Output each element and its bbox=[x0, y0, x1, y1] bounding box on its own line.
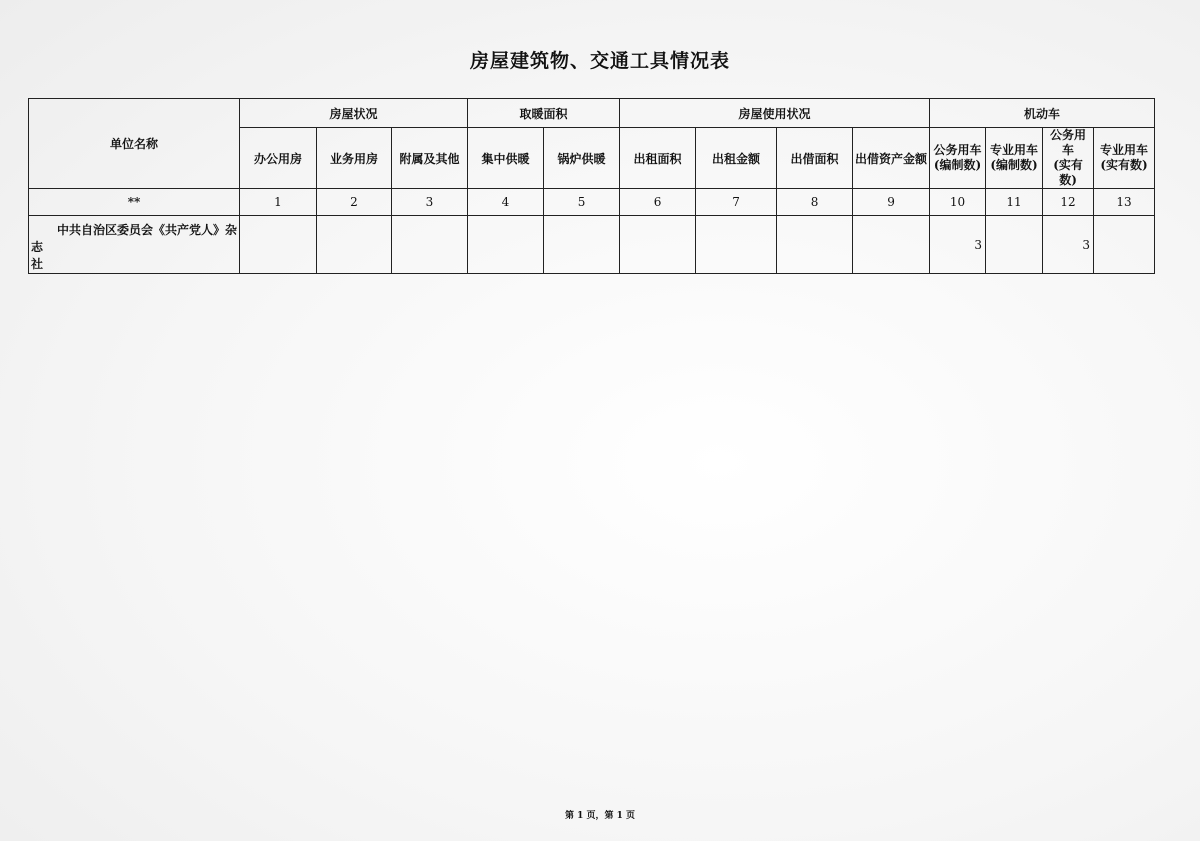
data-cell bbox=[986, 216, 1043, 274]
index-row bbox=[29, 189, 1155, 216]
index-cell: 2 bbox=[317, 189, 392, 216]
col-header-special-car-actual: 专业用车 (实有数) bbox=[1094, 128, 1155, 189]
index-cell: 13 bbox=[1094, 189, 1155, 216]
col-header-special-car-quota: 专业用车 (编制数) bbox=[986, 128, 1043, 189]
index-cell: 10 bbox=[930, 189, 986, 216]
index-cell: 9 bbox=[853, 189, 930, 216]
data-cell bbox=[696, 216, 777, 274]
group-header-heating: 取暖面积 bbox=[468, 99, 620, 128]
col-header-lending-asset-amount: 出借资产金额 bbox=[853, 128, 930, 189]
col-header-office: 办公用房 bbox=[240, 128, 317, 189]
index-cell: 7 bbox=[696, 189, 777, 216]
data-cell bbox=[1094, 216, 1155, 274]
unit-name-cell bbox=[29, 216, 240, 274]
data-cell bbox=[853, 216, 930, 274]
col-header-official-car-quota: 公务用车 (编制数) bbox=[930, 128, 986, 189]
data-cell bbox=[468, 216, 544, 274]
data-cell bbox=[777, 216, 853, 274]
group-header-row bbox=[29, 99, 1155, 128]
data-cell bbox=[392, 216, 468, 274]
col-header-central-heating: 集中供暖 bbox=[468, 128, 544, 189]
index-cell: 8 bbox=[777, 189, 853, 216]
unit-name-header: 单位名称 bbox=[29, 99, 240, 189]
data-cell bbox=[317, 216, 392, 274]
group-header-housing: 房屋状况 bbox=[240, 99, 468, 128]
data-cell-official-car-actual: 3 bbox=[1043, 216, 1094, 274]
index-cell: 11 bbox=[986, 189, 1043, 216]
data-table-wrapper bbox=[28, 98, 1155, 274]
unit-name-line-1: 中共自治区委员会《共产党人》杂志 bbox=[31, 223, 238, 254]
page-footer: 第 1 页，第 1 页 bbox=[564, 811, 636, 821]
index-cell: 5 bbox=[544, 189, 620, 216]
col-header-official-car-actual: 公务用车 (实有数) bbox=[1043, 128, 1094, 189]
index-cell: 6 bbox=[620, 189, 696, 216]
col-header-boiler-heating: 锅炉供暖 bbox=[544, 128, 620, 189]
unit-name-line-2: 社 bbox=[31, 257, 44, 271]
table-row bbox=[29, 216, 1155, 274]
index-cell: 4 bbox=[468, 189, 544, 216]
col-header-rental-amount: 出租金额 bbox=[696, 128, 777, 189]
col-header-lending-area: 出借面积 bbox=[777, 128, 853, 189]
group-header-vehicles: 机动车 bbox=[930, 99, 1155, 128]
index-row-label: ** bbox=[29, 189, 240, 216]
data-cell bbox=[240, 216, 317, 274]
data-cell-official-car-quota: 3 bbox=[930, 216, 986, 274]
data-cell bbox=[544, 216, 620, 274]
document-title: 房屋建筑物、交通工具情况表 bbox=[469, 50, 730, 72]
index-cell: 12 bbox=[1043, 189, 1094, 216]
col-header-rental-area: 出租面积 bbox=[620, 128, 696, 189]
col-header-business: 业务用房 bbox=[317, 128, 392, 189]
col-header-auxiliary: 附属及其他 bbox=[392, 128, 468, 189]
data-cell bbox=[620, 216, 696, 274]
group-header-usage: 房屋使用状况 bbox=[620, 99, 930, 128]
housing-vehicle-table bbox=[28, 98, 1155, 274]
index-cell: 3 bbox=[392, 189, 468, 216]
index-cell: 1 bbox=[240, 189, 317, 216]
